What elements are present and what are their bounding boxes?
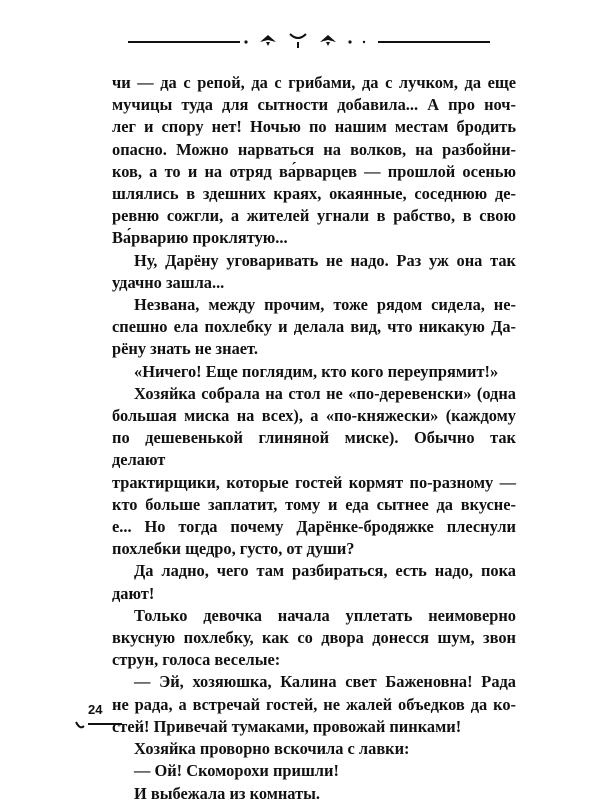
paragraph	[112, 738, 516, 760]
paragraph	[112, 361, 516, 383]
text-line: удачно зашла...	[112, 272, 225, 292]
text-line: Только девочка начала уплетать неимоверно	[134, 605, 516, 625]
text-line: е... Но тогда почему Дарёнке-бродяжке плеснули	[112, 517, 516, 537]
text-line: чи — да с репой, да с грибами, да с лучком, да еще	[112, 73, 516, 92]
text-line: мучицы туда для сытности добавила... А про ноч-	[112, 95, 516, 115]
header-ornament	[128, 30, 490, 50]
text-line: Ва́рварию проклятую...	[112, 228, 288, 248]
text-line: дают!	[112, 583, 155, 603]
text-line: Ну, Дарёну уговаривать не надо. Раз уж она так	[134, 250, 516, 270]
text-line: ревню сожгли, а жителей угнали в рабство, в свою	[112, 206, 516, 226]
text-line: — Эй, хозяюшка, Калина свет Баженовна! Рада	[134, 672, 516, 692]
text-line: трактирщики, которые гостей кормят по-разному —	[112, 472, 516, 492]
text-line: кто больше заплатит, тому и еда сытнее да вкусне-	[112, 494, 516, 514]
text-line: шлялись в здешних краях, окаянные, соседнюю де-	[112, 184, 516, 204]
text-line: струн, голоса веселые:	[112, 650, 281, 670]
page-footer	[74, 700, 134, 740]
text-line: «Ничего! Еще поглядим, кто кого переупрямит!»	[134, 361, 499, 381]
text-line: ков, а то и на отряд ва́рварцев — прошлой осенью	[112, 161, 516, 181]
paragraph	[112, 560, 516, 604]
text-line: опасно. Можно нарваться на волков, на разбойни-	[112, 139, 516, 159]
paragraph	[112, 72, 516, 250]
paragraph	[112, 250, 516, 294]
footer-ornament	[74, 716, 134, 736]
text-line: лег и спору нет! Ночью по нашим местам бродить	[112, 117, 516, 137]
text-line: стей! Привечай тумаками, провожай пинками!	[112, 716, 462, 736]
text-line: И выбежала из комнаты.	[134, 783, 321, 803]
text-line: по дешевенькой глиняной миске). Обычно так делают	[112, 428, 516, 470]
text-line: вкусную похлебку, как со двора донесся шум, звон	[112, 628, 516, 648]
paragraph	[112, 783, 516, 805]
text-line: рёну знать не знает.	[112, 339, 258, 359]
page-number: 24	[88, 702, 103, 717]
text-line: большая миска на всех), а «по-княжески» (каждому	[112, 406, 516, 426]
text-line: — Ой! Скоморохи пришли!	[134, 761, 339, 781]
paragraph	[112, 671, 516, 738]
text-line: Хозяйка собрала на стол не «по-деревенски» (одна	[134, 383, 516, 403]
paragraph	[112, 605, 516, 672]
text-line: Хозяйка проворно вскочила с лавки:	[134, 739, 410, 759]
paragraph	[112, 760, 516, 782]
paragraph	[112, 383, 516, 561]
text-line: похлебки щедро, густо, от души?	[112, 539, 355, 559]
body-text	[112, 72, 516, 805]
text-line: Незвана, между прочим, тоже рядом сидела, не-	[134, 295, 516, 315]
text-line: спешно ела похлебку и делала вид, что никакую Да-	[112, 317, 516, 337]
text-line: не рада, а встречай гостей, не жалей объедков да ко-	[112, 694, 516, 714]
paragraph	[112, 294, 516, 361]
text-line: Да ладно, чего там разбираться, есть надо, пока	[134, 561, 516, 581]
